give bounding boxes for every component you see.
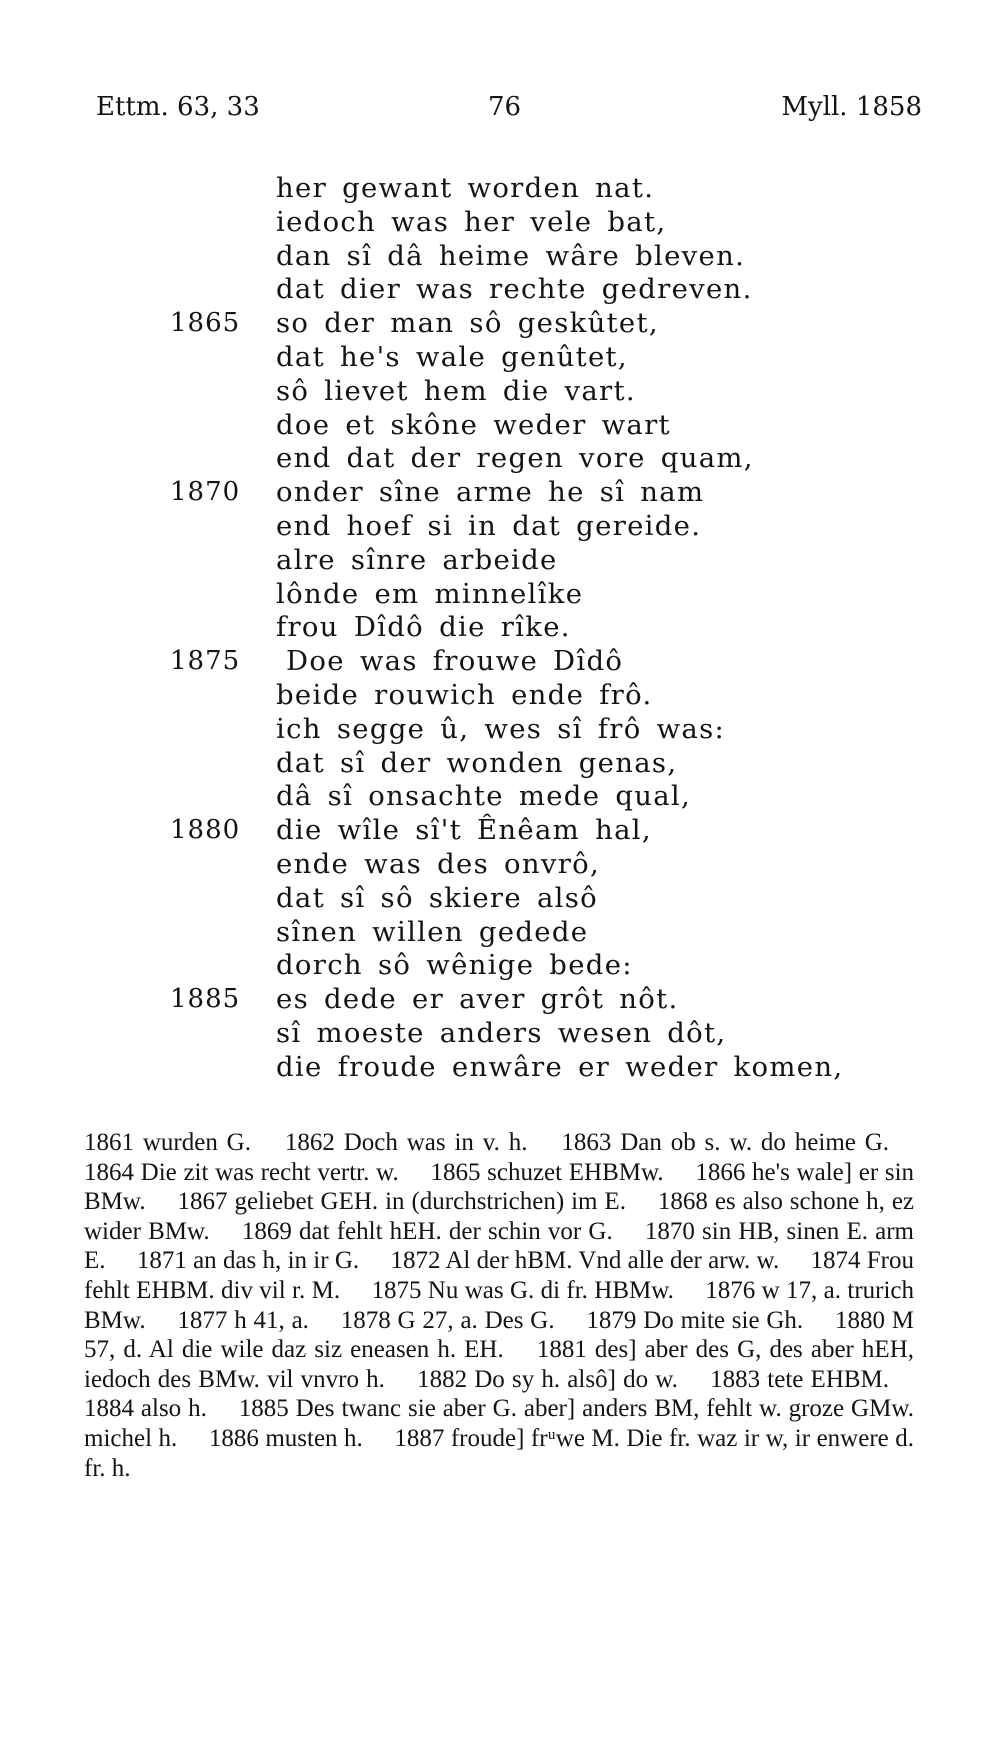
apparatus-note: 1861 wurden G. xyxy=(84,1129,251,1156)
verse-line xyxy=(170,476,930,510)
verse-line xyxy=(170,949,930,983)
apparatus-note: 1870 sin HB, sinen E. arm E. xyxy=(84,1217,915,1275)
verse-line xyxy=(170,916,930,950)
apparatus-note: 1887 froude] frᵘwe M. Die fr. waz ir w, ir enwere d. fr. h. xyxy=(84,1424,915,1482)
apparatus-note: 1865 schuzet EHBMw. xyxy=(430,1158,664,1186)
verse-line xyxy=(170,341,930,375)
verse-line xyxy=(170,240,930,274)
verse-text-line: ich segge û, wes sî frô was: xyxy=(276,712,726,745)
verse-number: 1870 xyxy=(170,477,241,508)
verse-text-line: end hoef si in dat gereide. xyxy=(276,509,702,542)
verse-line xyxy=(170,206,930,240)
apparatus-note: 1866 he's wale] er sin BMw. xyxy=(84,1158,915,1216)
apparatus-note: 1875 Nu was G. di fr. HBMw. xyxy=(371,1276,674,1304)
verse-text-line: sî moeste anders wesen dôt, xyxy=(276,1016,727,1049)
apparatus-note: 1881 des] aber des G, des aber hEH, iedoch des BMw. vil vnvro h. xyxy=(84,1336,915,1393)
apparatus-note: 1862 Doch was in v. h. xyxy=(284,1129,528,1156)
verse-text-line: die froude enwâre er weder komen, xyxy=(276,1050,844,1083)
verse-line xyxy=(170,611,930,645)
verse-line xyxy=(170,510,930,544)
apparatus-note: 1883 tete EHBM. xyxy=(710,1365,890,1393)
apparatus-note: 1876 w 17, a. trurich BMw. xyxy=(84,1276,915,1334)
verse-text-line: alre sînre arbeide xyxy=(276,543,558,576)
verse-text-line: dâ sî onsachte mede qual, xyxy=(276,780,692,813)
verse-line xyxy=(170,442,930,476)
apparatus-note: 1868 es also schone h, ez wider BMw. xyxy=(84,1188,915,1245)
verse-line xyxy=(170,747,930,781)
verse-line xyxy=(170,409,930,443)
page-number: 76 xyxy=(488,92,522,122)
verse-text-line: dat dier was rechte gedreven. xyxy=(276,273,753,306)
apparatus-note: 1871 an das h, in ir G. xyxy=(136,1247,360,1275)
verse-line xyxy=(170,578,930,612)
verse-line xyxy=(170,375,930,409)
verse-text-line: dat he's wale genûtet, xyxy=(276,340,628,373)
verse-number: 1880 xyxy=(170,815,241,846)
verse-line xyxy=(170,882,930,916)
verse-line xyxy=(170,713,930,747)
verse-text-line: dorch sô wênige bede: xyxy=(276,949,633,982)
verse-line xyxy=(170,172,930,206)
verse-text-line: dat sî sô skiere alsô xyxy=(276,881,599,914)
apparatus-note: 1874 Frou fehlt EHBM. div vil r. M. xyxy=(84,1247,915,1304)
verse-line xyxy=(170,544,930,578)
verse-text-line: lônde em minnelîke xyxy=(276,577,584,610)
critical-apparatus xyxy=(84,1128,914,1483)
apparatus-note: 1884 also h. xyxy=(84,1395,207,1423)
apparatus-note: 1882 Do sy h. alsô] do w. xyxy=(417,1365,678,1393)
apparatus-note: 1877 h 41, a. xyxy=(177,1306,309,1334)
verse-line xyxy=(170,307,930,341)
verse-text-line: end dat der regen vore quam, xyxy=(276,442,754,475)
verse-text-line: onder sîne arme he sî nam xyxy=(276,476,705,509)
header-edition-reference: Myll. 1858 xyxy=(781,92,922,122)
verse-text-line: die wîle sî't Ênêam hal, xyxy=(276,814,652,847)
verse-text-line: frou Dîdô die rîke. xyxy=(276,611,571,644)
verse-line xyxy=(170,814,930,848)
verse-line xyxy=(170,645,930,679)
verse-text-line: her gewant worden nat. xyxy=(276,172,655,204)
apparatus-note: 1867 geliebet GEH. in (durchstrichen) im E. xyxy=(177,1188,626,1216)
verse-text-line: Doe was frouwe Dîdô xyxy=(286,645,624,678)
verse-line xyxy=(170,1051,930,1085)
verse-line xyxy=(170,679,930,713)
verse-text-line: iedoch was her vele bat, xyxy=(276,205,667,238)
verse-number: 1865 xyxy=(170,308,241,339)
apparatus-note: 1880 M 57, d. Al die wile daz siz eneasen h. EH. xyxy=(84,1306,915,1364)
verse-text xyxy=(170,172,930,1085)
verse-text-line: ende was des onvrô, xyxy=(276,847,601,880)
apparatus-note: 1886 musten h. xyxy=(208,1424,363,1452)
verse-number: 1875 xyxy=(170,646,241,677)
verse-line xyxy=(170,848,930,882)
header-source-reference: Ettm. 63, 33 xyxy=(96,92,260,122)
verse-line xyxy=(170,983,930,1017)
apparatus-note: 1872 Al der hBM. Vnd alle der arw. w. xyxy=(390,1247,780,1275)
verse-text-line: doe et skône weder wart xyxy=(276,408,671,441)
verse-text-line: dat sî der wonden genas, xyxy=(276,746,678,779)
verse-line xyxy=(170,1017,930,1051)
verse-text-line: es dede er aver grôt nôt. xyxy=(276,983,679,1016)
verse-line xyxy=(170,273,930,307)
verse-text-line: sô lievet hem die vart. xyxy=(276,374,636,407)
apparatus-note: 1879 Do mite sie Gh. xyxy=(586,1306,804,1334)
apparatus-note: 1878 G 27, a. Des G. xyxy=(340,1306,555,1334)
verse-text-line: sînen willen gedede xyxy=(276,915,589,948)
verse-number: 1885 xyxy=(170,984,241,1015)
verse-text-line: so der man sô geskûtet, xyxy=(276,307,659,340)
apparatus-note: 1864 Die zit was recht vertr. w. xyxy=(84,1158,399,1186)
page-header xyxy=(96,92,922,132)
apparatus-note: 1863 Dan ob s. w. do heime G. xyxy=(561,1129,890,1156)
verse-text-line: dan sî dâ heime wâre bleven. xyxy=(276,239,746,272)
apparatus-note: 1885 Des twanc sie aber G. aber] anders BM, fehlt w. groze GMw. michel h. xyxy=(84,1395,914,1452)
apparatus-note: 1869 dat fehlt hEH. der schin vor G. xyxy=(241,1217,613,1245)
verse-line xyxy=(170,780,930,814)
verse-text-line: beide rouwich ende frô. xyxy=(276,678,653,711)
